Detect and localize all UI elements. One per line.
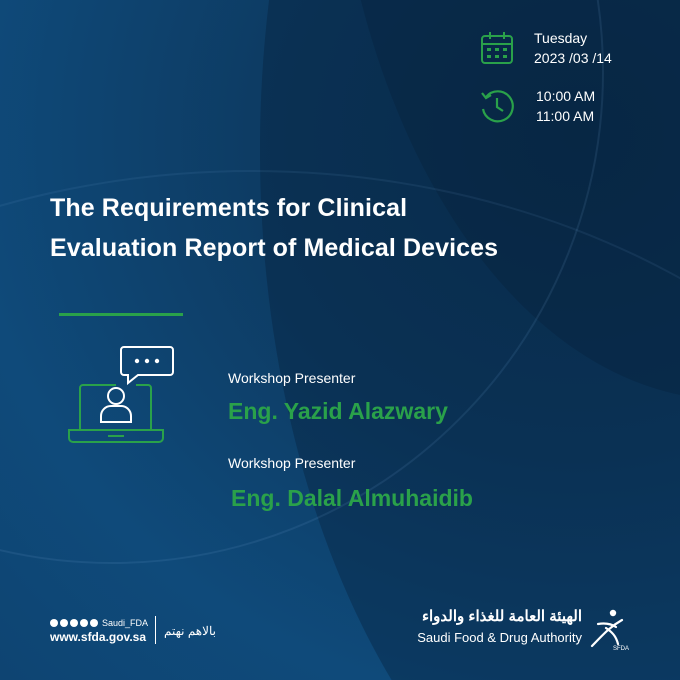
- sfda-logo-icon: [586, 606, 632, 652]
- presenter-name: Eng. Yazid Alazwary: [228, 398, 448, 424]
- website-link[interactable]: www.sfda.gov.sa: [50, 630, 147, 644]
- time-block: [478, 86, 595, 126]
- twitter-icon[interactable]: [60, 619, 68, 627]
- org-name-english: Saudi Food & Drug Authority: [417, 630, 582, 645]
- instagram-icon[interactable]: [70, 619, 78, 627]
- youtube-icon[interactable]: [50, 619, 58, 627]
- org-name-arabic: الهيئة العامة للغذاء والدواء: [421, 608, 582, 625]
- accent-divider: [59, 313, 183, 316]
- day-label: Tuesday: [534, 30, 588, 46]
- background-arc: [260, 0, 680, 680]
- footer-divider: [155, 616, 156, 644]
- speech-bubble-icon: [121, 347, 173, 383]
- date-text: [534, 28, 612, 68]
- workshop-title: [50, 188, 498, 268]
- clock-icon: [478, 87, 516, 125]
- presenter-name: Eng. Dalal Almuhaidib: [231, 485, 473, 511]
- facebook-icon[interactable]: [90, 619, 98, 627]
- date-block: [478, 28, 612, 68]
- presenter-role: Workshop Presenter: [228, 455, 356, 471]
- svg-text:SFDA: SFDA: [613, 646, 630, 652]
- title-line-1: The Requirements for Clinical: [50, 194, 408, 222]
- date-label: 2023 /03 /14: [534, 50, 612, 66]
- presenter-role: Workshop Presenter: [228, 370, 356, 386]
- presenter-laptop-icon: [66, 344, 178, 452]
- arabic-slogan: بالاهم نهتم: [164, 624, 216, 638]
- title-line-2: Evaluation Report of Medical Devices: [50, 234, 499, 262]
- social-links[interactable]: [50, 618, 148, 628]
- social-handle: Saudi_FDA: [102, 618, 149, 628]
- time-text: [536, 86, 595, 126]
- start-time: 10:00 AM: [536, 88, 596, 104]
- calendar-icon: [478, 29, 516, 67]
- end-time: 11:00 AM: [536, 108, 595, 124]
- snapchat-icon[interactable]: [80, 619, 88, 627]
